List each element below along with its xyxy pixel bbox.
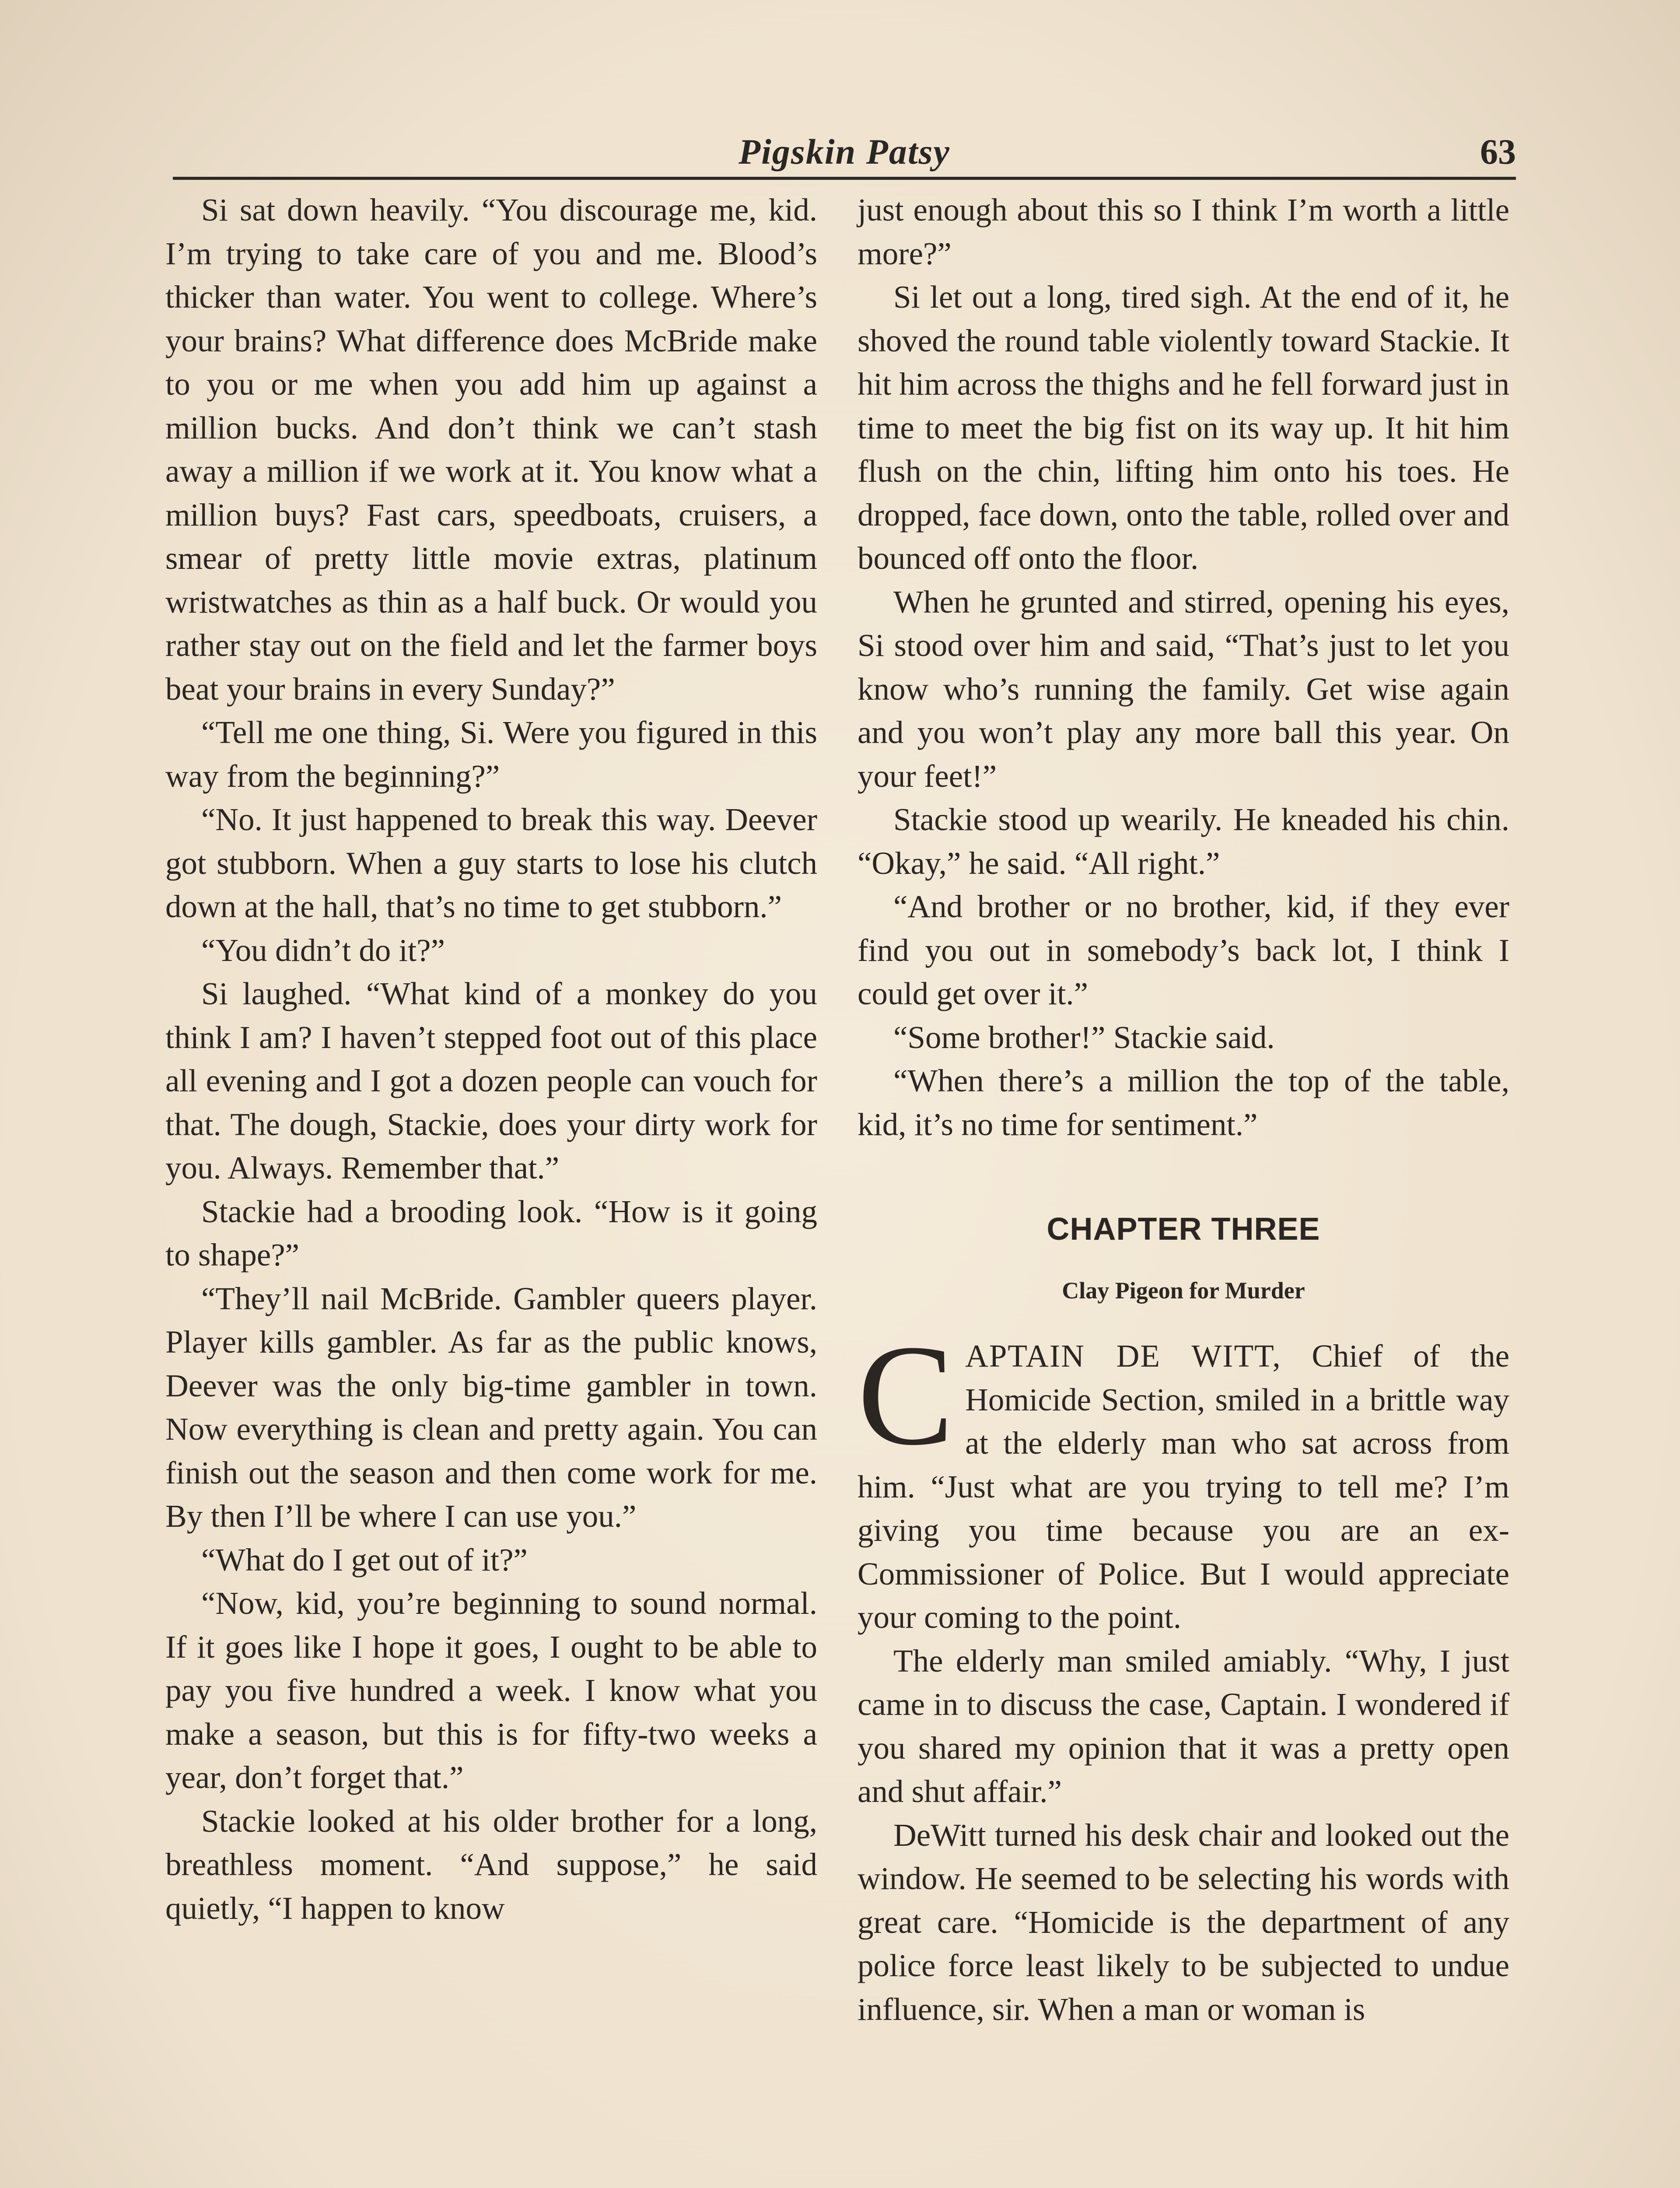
body-paragraph: Si laughed. “What kind of a monkey do you think I am? I haven’t stepped foot out of this place all evening and I got a dozen people can vouch for that. The dough, Stackie, does your dirty work for you. Always. Remember that.” [165,976,817,1185]
body-paragraph: Si let out a long, tired sigh. At the end of it, he shoved the round table violently toward Stackie. It hit him across the thighs and he fell forward just in time to meet the big fist on its way up. It hit him flush on the chin, lifting him onto his toes. He dropped, face down, onto the table, rolled over and bounced off onto the floor. [858,279,1509,576]
left-column [165,188,817,1930]
body-paragraph: When he grunted and stirred, opening his eyes, Si stood over him and said, “That’s just to let you know who’s running the family. Get wise again and you won’t play any more ball this year. On your feet!” [858,584,1509,794]
body-paragraph: “You didn’t do it?” [201,932,445,968]
body-paragraph: “No. It just happened to break this way. Deever got stubborn. When a guy starts to lose his clutch down at the hall, that’s no time to get stubborn.” [165,802,817,924]
right-column [858,188,1509,2031]
body-paragraph: “Now, kid, you’re beginning to sound normal. If it goes like I hope it goes, I ought to be able to pay you five hundred a week. I know what you make a season, but this is for fifty-two weeks a year, don’t forget that.” [165,1585,817,1795]
body-paragraph: “When there’s a million the top of the table, kid, it’s no time for sentiment.” [858,1063,1509,1142]
header-rule [173,177,1516,180]
page-number: 63 [1480,132,1516,172]
body-paragraph: “What do I get out of it?” [201,1542,528,1578]
running-header [173,127,1516,175]
running-title: Pigskin Patsy [738,132,950,172]
drop-cap: C [858,1315,954,1475]
body-paragraph: Si sat down heavily. “You discourage me, kid. I’m trying to take care of you and me. Blood’s thicker than water. You went to college. Where’s your brains? What difference does McBride make to you or me when you add him up against a million bucks. And don’t think we can’t stash away a million if we work at it. You know what a million buys? Fast cars, speedboats, cruisers, a smear of pretty little movie extras, platinum wristwatches as thin as a half buck. Or would you rather stay out on the field and let the farmer boys beat your brains in every Sunday?” [165,192,817,707]
opening-words: APTAIN DE WITT, [965,1338,1281,1374]
body-paragraph: The elderly man smiled amiably. “Why, I just came in to discuss the case, Captain. I wondered if you shared my opinion that it was a pretty open and shut affair.” [858,1643,1509,1809]
body-paragraph: Stackie stood up wearily. He kneaded his chin. “Okay,” he said. “All right.” [858,802,1509,881]
opening-text: Chief of the Homicide Section, smiled in a brittle way at the elderly man who sat across from him. “Just what are you trying to tell me? I’m giving you time because you are an ex-Commissioner of Police. But I would appreciate your coming to the point. [858,1338,1509,1635]
body-paragraph: “They’ll nail McBride. Gambler queers player. Player kills gambler. As far as the public knows, Deever was the only big-time gambler in town. Now everything is clean and pretty again. You can finish out the season and then come work for me. By then I’ll be where I can use you.” [165,1280,817,1534]
chapter-opening-paragraph [858,1315,1509,1639]
body-paragraph: DeWitt turned his desk chair and looked out the window. He seemed to be selecting his words with great care. “Homicide is the department of any police force least likely to be subjected to undue influence, sir. When a man or woman is [858,1817,1509,2027]
body-paragraph: “Some brother!” Stackie said. [893,1019,1275,1055]
body-paragraph: “Tell me one thing, Si. Were you figured in this way from the beginning?” [165,715,817,794]
body-paragraph: Stackie looked at his older brother for a long, breathless moment. “And suppose,” he said quietly, “I happen to know [165,1803,817,1926]
body-paragraph: “And brother or no brother, kid, if they ever find you out in somebody’s back lot, I think I could get over it.” [858,889,1509,1011]
body-paragraph: Stackie had a brooding look. “How is it going to shape?” [165,1193,817,1273]
chapter-subtitle: Clay Pigeon for Murder [1062,1277,1305,1304]
continued-paragraph: just enough about this so I think I’m worth a little more?” [858,192,1509,271]
chapter-heading: CHAPTER THREE [1046,1212,1320,1247]
